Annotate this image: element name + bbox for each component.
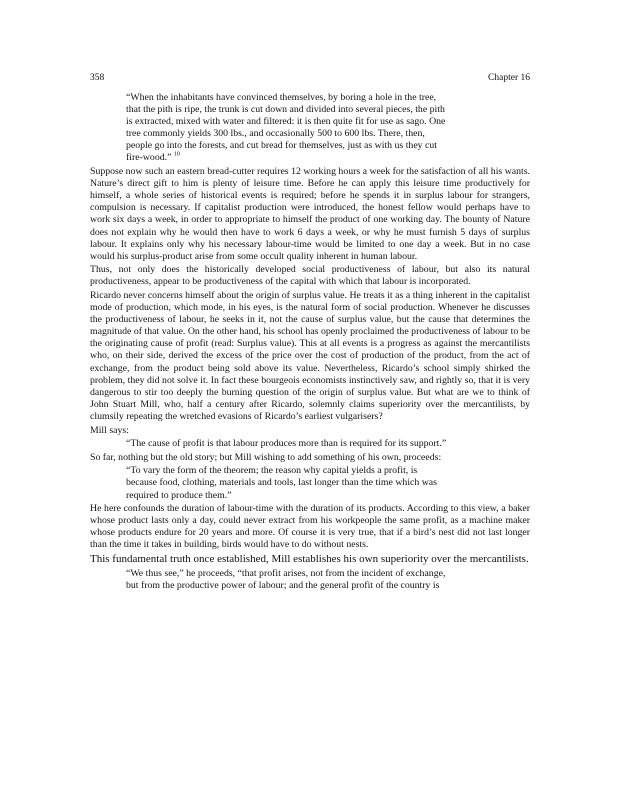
paragraph-fundamental-truth: This fundamental truth once established, Mill establishes his own superiority over the mercantilists. <box>90 552 529 565</box>
quote-line: “To vary the form of the theorem; the reason why capital yields a profit, is <box>126 465 418 477</box>
paragraph-baker: He here confounds the duration of labour-time with the duration of its products. According to this view, a baker whose product lasts only a day, could never extract from his workpeople the same profit, as a machine maker whose products endure for 20 years and more. Of course it is very true, that if a bird’s nest did not last longer than the time it takes in building, birds would have to do without nests. <box>90 503 530 551</box>
quote-line: “When the inhabitants have convinced themselves, by boring a hole in the tree, <box>126 92 437 103</box>
paragraph-productiveness: Thus, not only does the historically developed social productiveness of labour, but also its natural productiveness, appear to be productiveness of the capital with which that labour is incorporated. <box>90 264 530 288</box>
block-quote-sago <box>126 92 502 165</box>
quote-text: fire-wood.” <box>126 152 172 164</box>
quote-line: “We thus see,” he proceeds, “that profit arises, not from the incident of exchange, <box>126 567 446 579</box>
footnote-marker[interactable]: 10 <box>173 152 180 159</box>
chapter-label: Chapter 16 <box>488 73 530 83</box>
page-body <box>90 92 530 592</box>
block-quote-we-thus-see <box>126 568 530 592</box>
paragraph-bread-cutter: Suppose now such an eastern bread-cutter requires 12 working hours a week for the satisfaction of all his wants. Nature’s direct gift to him is plenty of leisure time. Before he can apply this leisure time productively for himself, a whole series of historical events is required; before he spends it in surplus labour for strangers, compulsion is necessary. If capitalist production were introduced, the honest fellow would perhaps have to work six days a week, in order to appropriate to himself the product of one working day. The bounty of Nature does not explain why he would then have to work 6 days a week, or why he must furnish 5 days of surplus labour. It explains only why his necessary labour-time would be limited to one day a week. But in no case would his surplus-product arise from some occult quality inherent in human labour. <box>90 166 530 262</box>
block-quote-profit-cause: “The cause of profit is that labour produces more than is required for its support.” <box>126 438 447 450</box>
quote-line: but from the productive power of labour; and the general profit of the country is <box>126 580 440 592</box>
quote-line-last <box>126 152 502 164</box>
quote-line: that the pith is ripe, the trunk is cut down and divided into several pieces, the pith <box>126 104 445 116</box>
quote-line: tree commonly yields 300 lbs., and occasionally 500 to 600 lbs. There, then, <box>126 128 425 140</box>
paragraph-ricardo: Ricardo never concerns himself about the origin of surplus value. He treats it as a thing inherent in the capitalist mode of production, which mode, in his eyes, is the natural form of social production. Whenever he discusses the productiveness of labour, he seeks in it, not the cause of surplus value, but the cause that determines the magnitude of that value. On the other hand, his school has openly proclaimed the productiveness of labour to be the originating cause of profit (read: Surplus value). This at all events is a progress as against the mercantilists who, on their side, derived the excess of the price over the cost of production of the product, from the act of exchange, from the product being sold above its value. Nevertheless, Ricardo’s school simply shirked the problem, they did not solve it. In fact these bourgeois economists instinctively saw, and rightly so, that it is very dangerous to stir too deeply the burning question of the origin of surplus value. But what are we to think of John Stuart Mill, who, half a century after Ricardo, solemnly claims superiority over the mercantilists, by clumsily repeating the wretched evasions of Ricardo’s earliest vulgarisers? <box>90 290 530 422</box>
quote-line: required to produce them.” <box>126 489 232 501</box>
quote-line: because food, clothing, materials and tools, last longer than the time which was <box>126 477 437 489</box>
quote-line: people go into the forests, and cut bread for themselves, just as with us they cut <box>126 140 437 152</box>
paragraph-old-story: So far, nothing but the old story; but Mill wishing to add something of his own, proceeds: <box>90 451 442 463</box>
quote-line: is extracted, mixed with water and filtered: it is then quite fit for use as sago. One <box>126 116 446 128</box>
paragraph-mill-says: Mill says: <box>90 424 129 436</box>
page-number: 358 <box>90 73 105 83</box>
block-quote-theorem <box>126 465 530 501</box>
